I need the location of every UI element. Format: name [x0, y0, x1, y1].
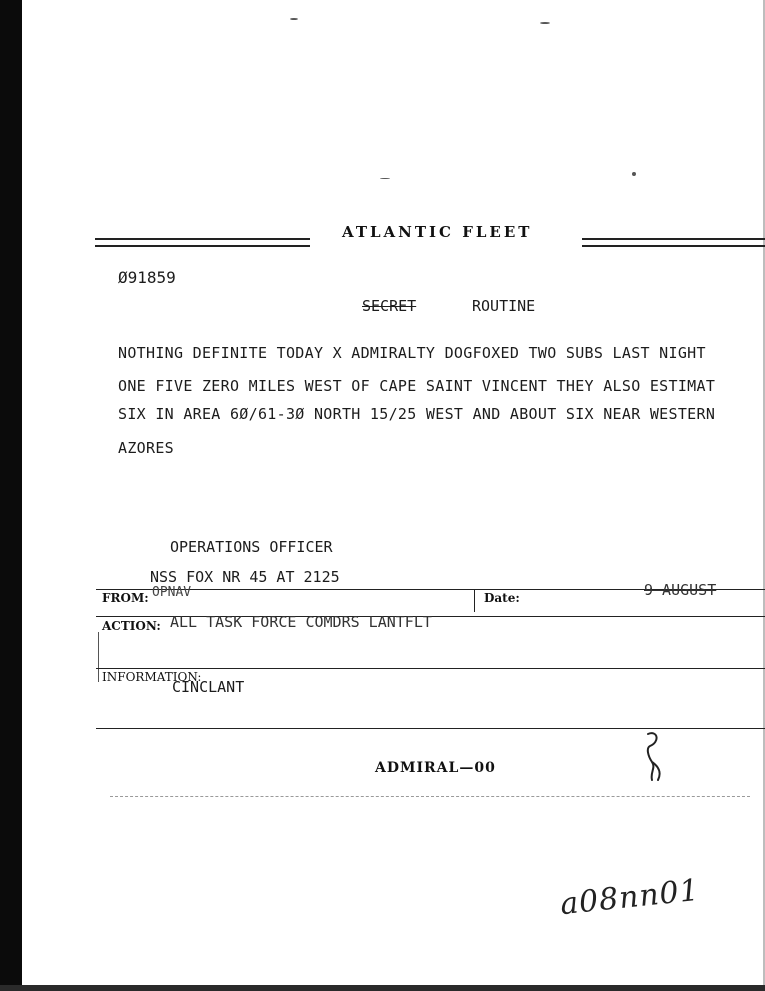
- footer-address: ADMIRAL—00: [375, 760, 496, 776]
- action-value: ALL TASK FORCE COMDRS LANTFLT: [170, 613, 432, 631]
- scan-speck: [380, 178, 390, 179]
- date-time-group: Ø91859: [118, 268, 176, 287]
- scan-speck: [290, 18, 298, 20]
- handwritten-initials-icon: [636, 728, 676, 788]
- information-label: INFORMATION:: [102, 670, 202, 684]
- form-rule-information: [96, 668, 765, 669]
- header-rule-right: [582, 238, 765, 247]
- message-line: AZORES: [118, 439, 174, 457]
- margin-mark: [98, 632, 99, 682]
- classification-marking: SECRET: [362, 297, 417, 315]
- scan-edge-bottom: [0, 985, 765, 991]
- date-value: 9 AUGUST: [644, 581, 717, 599]
- precedence-marking: ROUTINE: [472, 297, 536, 315]
- signer-title: OPERATIONS OFFICER: [170, 538, 333, 556]
- from-label: FROM:: [102, 591, 149, 605]
- scan-speck: [632, 172, 636, 176]
- scan-speck: [540, 22, 550, 24]
- form-rule-foot: [110, 796, 750, 797]
- message-line: NOTHING DEFINITE TODAY X ADMIRALTY DOGFOXED TWO SUBS LAST NIGHT: [118, 344, 706, 362]
- header-rule-left: [95, 238, 310, 247]
- information-value: CINCLANT: [172, 678, 245, 696]
- date-label: Date:: [484, 591, 520, 605]
- message-line: ONE FIVE ZERO MILES WEST OF CAPE SAINT VINCENT THEY ALSO ESTIMAT: [118, 377, 716, 395]
- scan-edge-left: [0, 0, 22, 991]
- date-divider: [474, 590, 475, 612]
- message-line: SIX IN AREA 6Ø/61-3Ø NORTH 15/25 WEST AND ABOUT SIX NEAR WESTERN: [118, 405, 716, 423]
- transmission-info: NSS FOX NR 45 AT 2125: [150, 568, 340, 586]
- handwritten-archive-id: a08nn01: [558, 872, 702, 923]
- action-label: ACTION:: [102, 619, 161, 633]
- from-value: OPNAV: [152, 585, 192, 600]
- document-title: ATLANTIC FLEET: [342, 223, 533, 241]
